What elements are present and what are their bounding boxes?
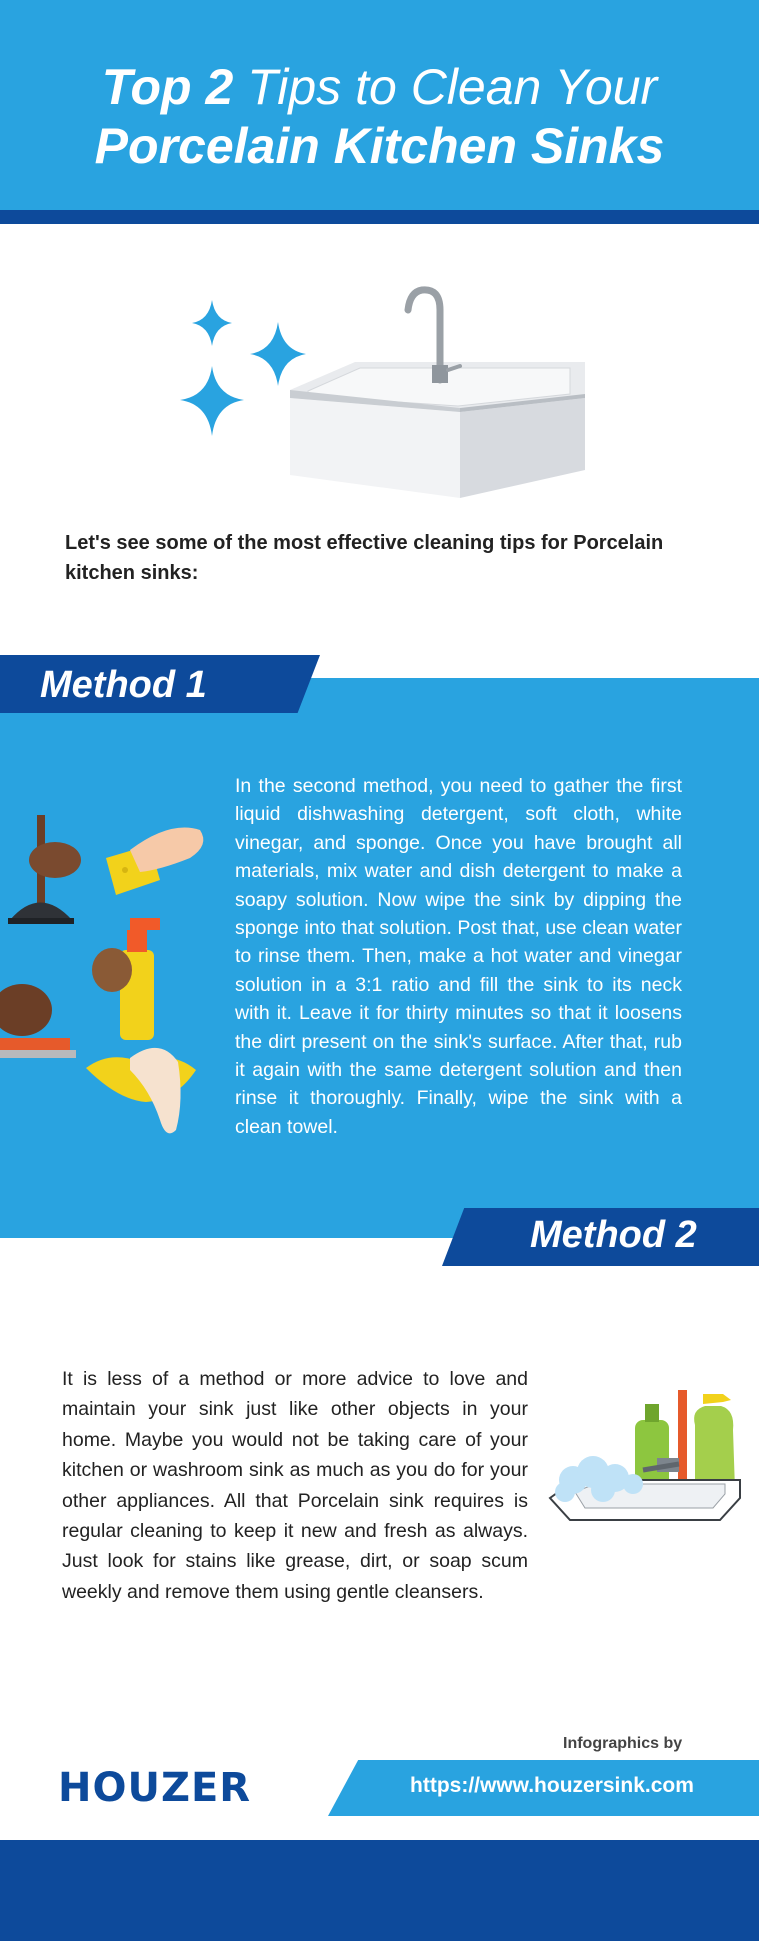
detergent-bottle-icon: [635, 1390, 735, 1490]
website-link[interactable]: https://www.houzersink.com: [410, 1774, 694, 1797]
sponge-icon: [106, 828, 203, 896]
cloth-icon: [86, 1048, 196, 1133]
foamy-sink-illustration: [545, 1380, 745, 1530]
sink-illustration: [160, 270, 600, 510]
page-title: [0, 58, 759, 176]
credit-label: Infographics by: [563, 1735, 683, 1752]
title-line-2: Porcelain Kitchen Sinks: [94, 118, 665, 174]
houzer-logo: HOUZER: [58, 1765, 252, 1811]
method-2-title: Method 2: [530, 1214, 697, 1256]
footer-band: [0, 1840, 759, 1941]
method-2-text: It is less of a method or more advice to love and maintain your sink just like other objects in your home. Maybe you would not be taking care of your kitchen or washroom sink as much as you do for your other appliances. All that Porcelain sink requires is regular cleaning to keep it new and fresh as always. Just look for stains like grease, dirt, or soap scum weekly and remove them using gentle cleansers.: [62, 1368, 528, 1603]
spray-bottle-icon: [92, 918, 160, 1040]
sparkle-icon: [180, 300, 306, 436]
cleaning-tools-illustration: [0, 800, 220, 1145]
header-divider: [0, 210, 759, 224]
title-line-1: [0, 58, 759, 116]
title-top-2: Top 2: [101, 59, 234, 115]
method-1-title: Method 1: [40, 664, 207, 706]
intro-text: Let's see some of the most effective cleaning tips for Porcelain kitchen sinks:: [65, 532, 664, 584]
title-tips: Tips to Clean Your: [247, 59, 658, 115]
method-1-text: In the second method, you need to gather the first liquid dishwashing detergent, soft cloth, white vinegar, and sponge. Once you have brought all materials, mix water and dish detergent to make a soapy solution. Now wipe the sink by dipping the sponge into that solution. Post that, use clean water to rinse them. Then, make a hot water and vinegar solution in a 3:1 ratio and fill the sink to its neck with it. Leave it for thirty minutes so that it loosens the dirt present on the sink's surface. After that, rub it again with the same detergent solution and then rinse it thoroughly. Finally, wipe the sink with a clean towel.: [235, 775, 682, 1138]
plunger-icon: [8, 815, 81, 924]
scrub-brush-icon: [0, 984, 76, 1058]
